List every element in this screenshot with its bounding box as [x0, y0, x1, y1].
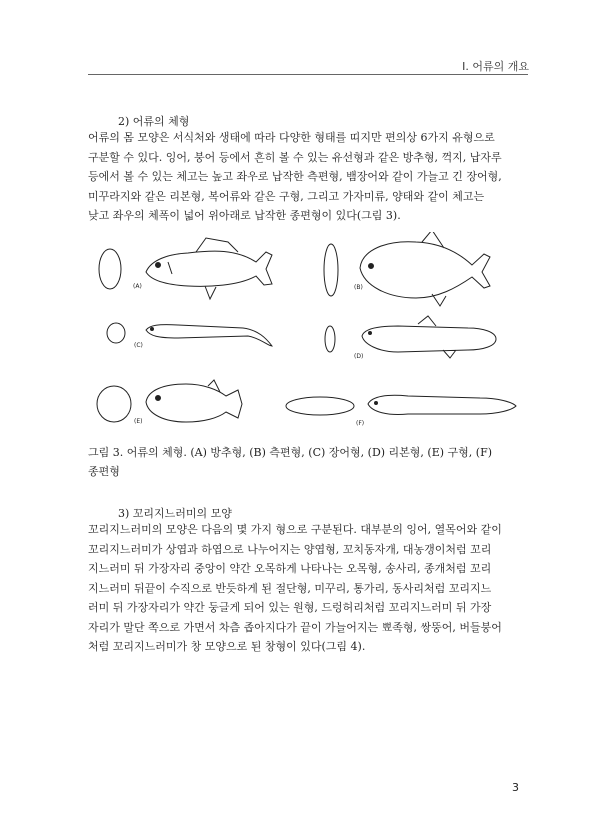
cross-section-f [286, 397, 354, 415]
cross-section-b [324, 244, 338, 296]
cross-section-c [107, 323, 125, 343]
anguilliform-figure [107, 323, 272, 349]
chapter-header: I. 어류의 개요 [462, 60, 529, 73]
fish-a [146, 238, 272, 299]
section-2-heading: 2) 어류의 체형 [118, 115, 190, 128]
fish-b [360, 232, 490, 306]
globiform-figure [97, 380, 242, 425]
figure-3-body-shapes [88, 232, 528, 432]
header-rule [88, 74, 528, 75]
page-number: 3 [512, 781, 519, 794]
fish-e [146, 380, 242, 422]
fish-c [146, 325, 272, 346]
panel-label-e: (E) [134, 418, 143, 425]
eye-e [156, 396, 161, 401]
eye-c [151, 328, 154, 331]
ribbon-figure [325, 316, 496, 360]
panel-label-f: (F) [356, 420, 365, 427]
cross-section-d [325, 326, 335, 352]
section-3-paragraph: 꼬리지느러미의 모양은 다음의 몇 가지 형으로 구분된다. 대부분의 잉어, 열목어와 같이 꼬리지느러미가 상엽과 하엽으로 나누어지는 양엽형, 꼬치동자개, 대농갱이처럼 꼬리 지느러미 뒤 가장자리 중앙이 약간 오목하게 나타나는 오목형, 송사리, 종개처럼 꼬리 지느러미 뒤끝이 수직으로 반듯하게 된 절단형, 미꾸리, 통가리, 동사리처럼 꼬리지느 러미 뒤 가장자리가 약간 둥글게 되어 있는 원형, 드렁허리처럼 꼬리지느러미 뒤 가장 자리가 말단 쪽으로 가면서 차츰 좁아지다가 끝이 가늘어지는 뾰족형, 쌍뚱어, 버들붕어 처럼 꼬리지느러미가 창 모양으로 된 창형이 있다(그림 4). [88, 523, 502, 653]
eye-f [375, 402, 378, 405]
panel-label-a: (A) [133, 283, 142, 290]
panel-label-b: (B) [354, 284, 363, 291]
eye-a [156, 263, 161, 268]
cross-section-a [99, 249, 121, 289]
compressed-figure [324, 232, 490, 306]
panel-label-c: (C) [134, 342, 143, 349]
cross-section-e [97, 386, 131, 422]
figure-3-caption: 그림 3. 어류의 체형. (A) 방추형, (B) 측편형, (C) 장어형, (D) 리본형, (E) 구형, (F) 종편형 [88, 446, 492, 478]
eye-b [369, 264, 374, 269]
section-3-heading: 3) 꼬리지느러미의 모양 [118, 507, 232, 520]
fish-f [368, 395, 516, 414]
panel-label-d: (D) [354, 353, 364, 360]
fish-d [362, 316, 496, 358]
eye-d [369, 332, 372, 335]
depressed-figure [286, 395, 516, 427]
fusiform-figure [99, 238, 272, 299]
section-2-paragraph: 어류의 몸 모양은 서식처와 생태에 따라 다양한 형태를 띠지만 편의상 6가지 유형으로 구분할 수 있다. 잉어, 붕어 등에서 흔히 볼 수 있는 유선형과 같은 방추형, 꺽지, 납자루 등에서 볼 수 있는 체고는 높고 좌우로 납작한 측편형, 뱀장어와 같이 가늘고 긴 장어형, 미꾸라지와 같은 리본형, 복어류와 같은 구형, 그리고 가자미류, 양태와 같이 체고는 낮고 좌우의 체폭이 넓어 위아래로 납작한 종편형이 있다(그림 3). [88, 131, 502, 222]
